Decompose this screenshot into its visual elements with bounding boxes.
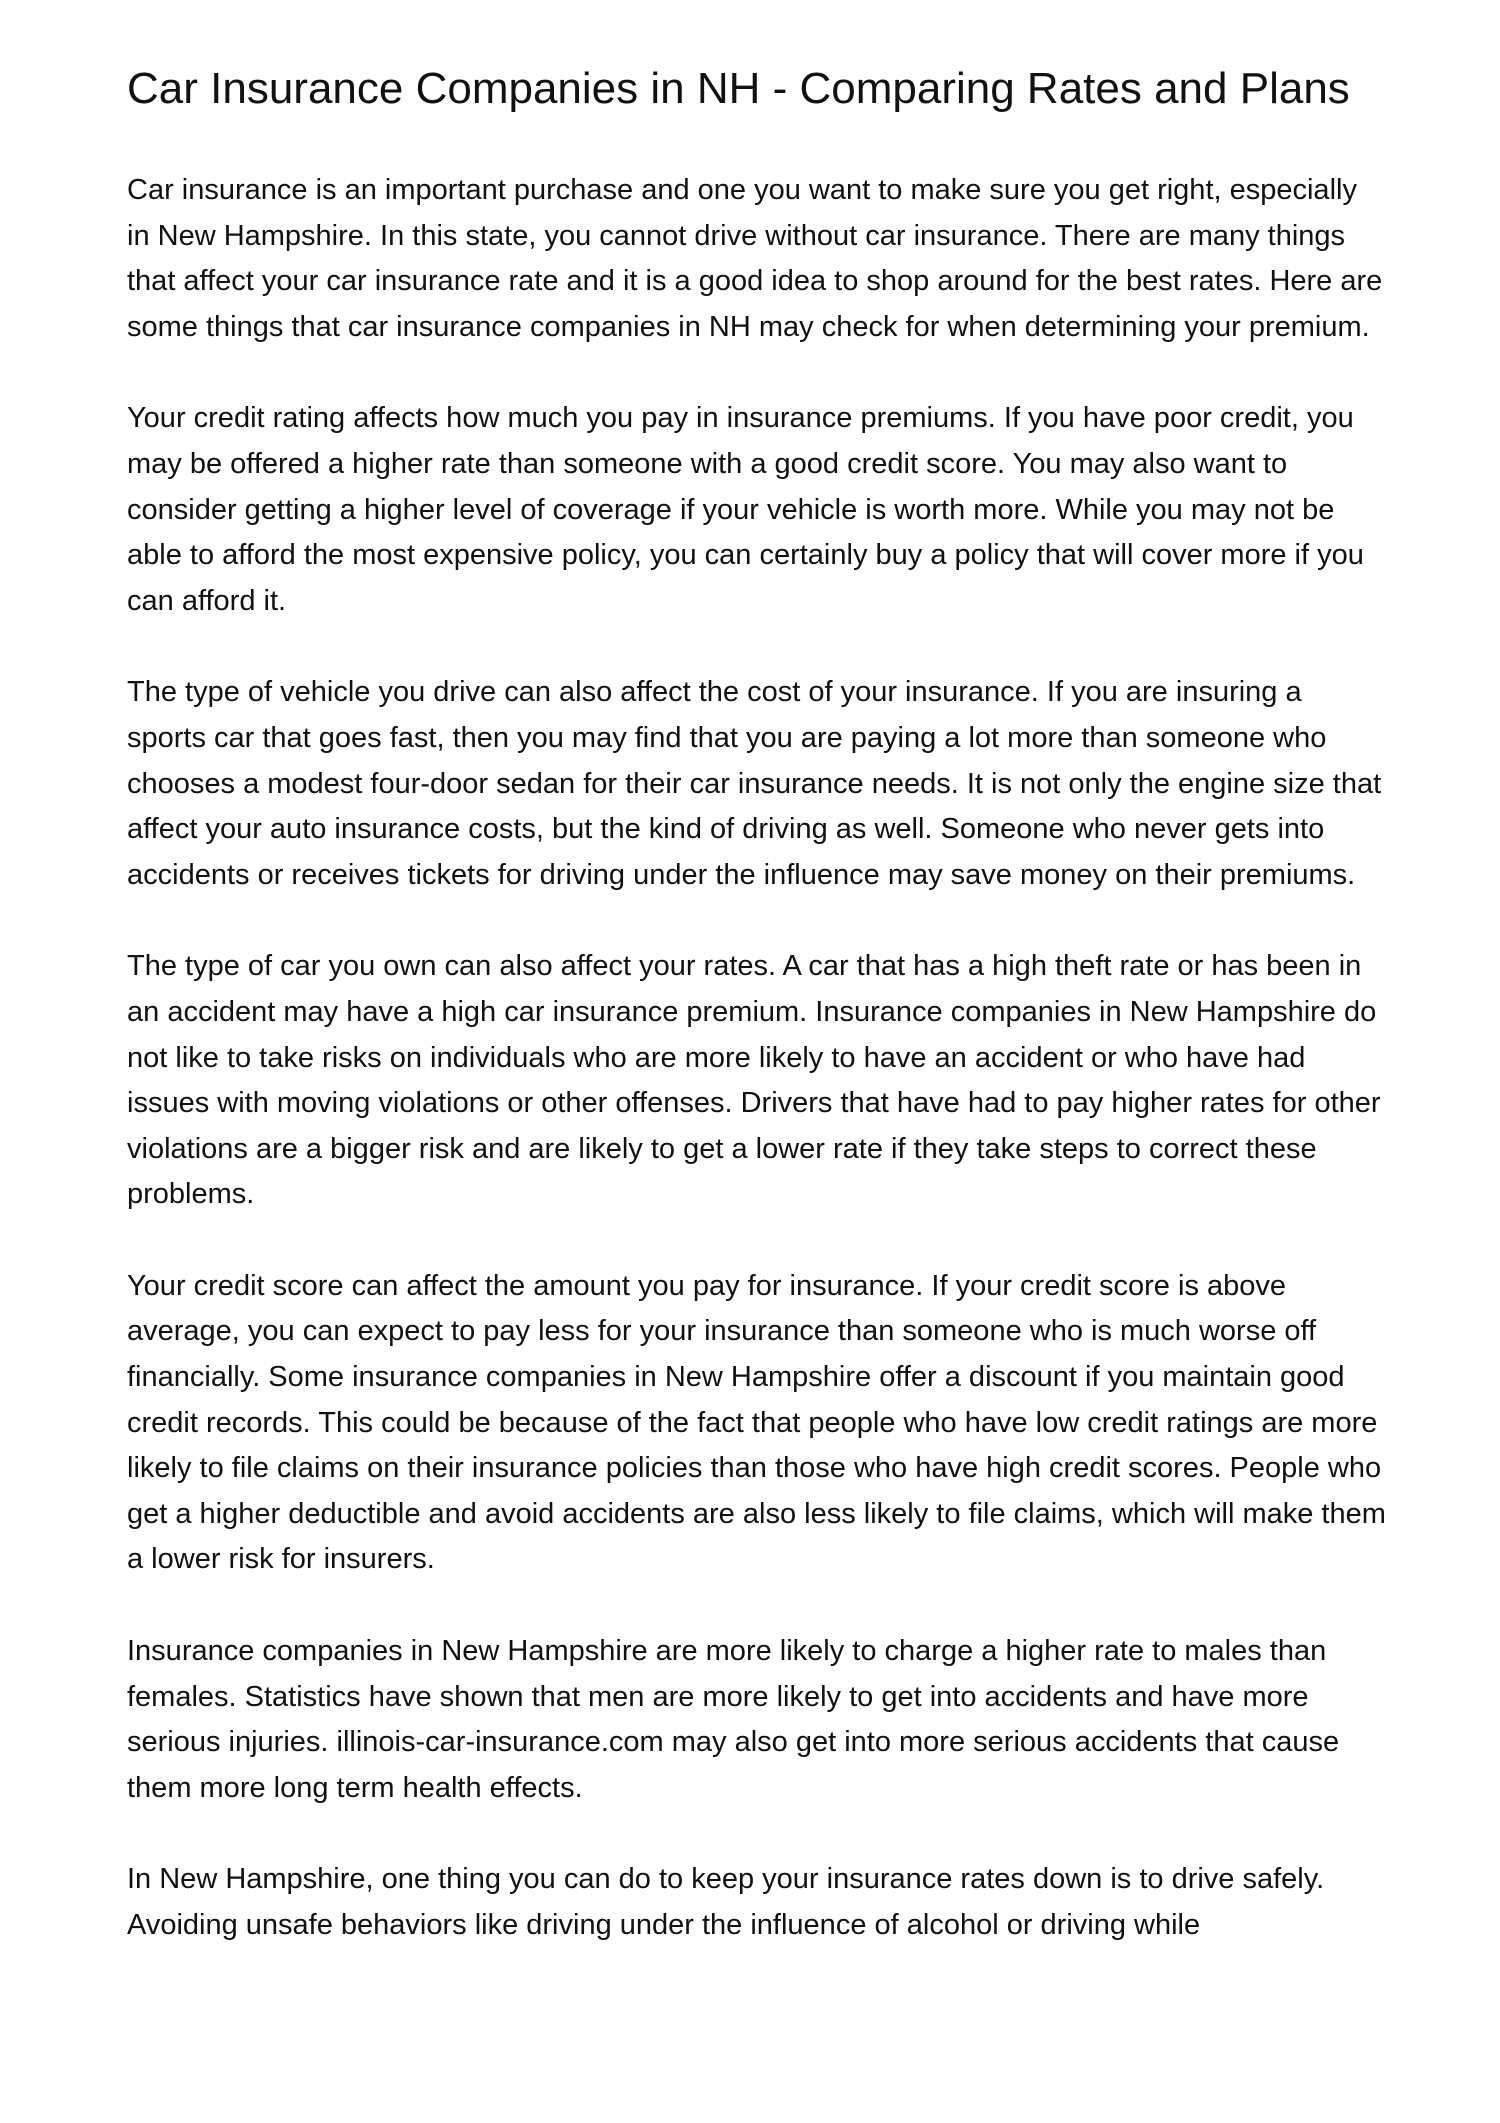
paragraph-2: Your credit rating affects how much you pay in insurance premiums. If you have poor credit, you may be offered a higher rate than someone with a good credit score. You may also want to consider getting a higher level of coverage if your vehicle is worth more. While you may not be able to afford the most expensive policy, you can certainly buy a policy that will cover more if you can afford it. bbox=[127, 402, 1364, 617]
paragraph-6: Insurance companies in New Hampshire are more likely to charge a higher rate to males than females. Statistics have shown that men are more likely to get into accidents and have more serious injuries. illinois-car-insurance.com may also get into more serious accidents that cause them more long term health effects. bbox=[127, 1635, 1340, 1804]
paragraph-5: Your credit score can affect the amount you pay for insurance. If your credit score is above average, you can expect to pay less for your insurance than someone who is much worse off financially. Some insurance companies in New Hampshire offer a discount if you maintain good credit records. This could be because of the fact that people who have low credit ratings are more likely to file claims on their insurance policies than those who have high credit scores. People who get a higher deductible and avoid accidents are also less likely to file claims, which will make them a lower risk for insurers. bbox=[127, 1269, 1386, 1576]
document-page bbox=[127, 66, 1387, 1995]
paragraph-3: The type of vehicle you drive can also affect the cost of your insurance. If you are insuring a sports car that goes fast, then you may find that you are paying a lot more than someone who chooses a modest four-door sedan for their car insurance needs. It is not only the engine size that affect your auto insurance costs, but the kind of driving as well. Someone who never gets into accidents or receives tickets for driving under the influence may save money on their premiums. bbox=[127, 676, 1382, 891]
article-body bbox=[127, 168, 1387, 1949]
paragraph-4: The type of car you own can also affect your rates. A car that has a high theft rate or has been in an accident may have a high car insurance premium. Insurance companies in New Hampshire do not like to take risks on individuals who are more likely to have an accident or who have had issues with moving violations or other offenses. Drivers that have had to pay higher rates for other violations are a bigger risk and are likely to get a lower rate if they take steps to correct these problems. bbox=[127, 950, 1381, 1211]
paragraph-7: In New Hampshire, one thing you can do to keep your insurance rates down is to drive safely. Avoiding unsafe behaviors like driving under the influence of alcohol or driving while bbox=[127, 1863, 1325, 1941]
page-title: Car Insurance Companies in NH - Comparing Rates and Plans bbox=[127, 64, 1350, 113]
paragraph-1: Car insurance is an important purchase and one you want to make sure you get right, especially in New Hampshire. In this state, you cannot drive without car insurance. There are many things that affect your car insurance rate and it is a good idea to shop around for the best rates. Here are some things that car insurance companies in NH may check for when determining your premium. bbox=[127, 174, 1383, 343]
